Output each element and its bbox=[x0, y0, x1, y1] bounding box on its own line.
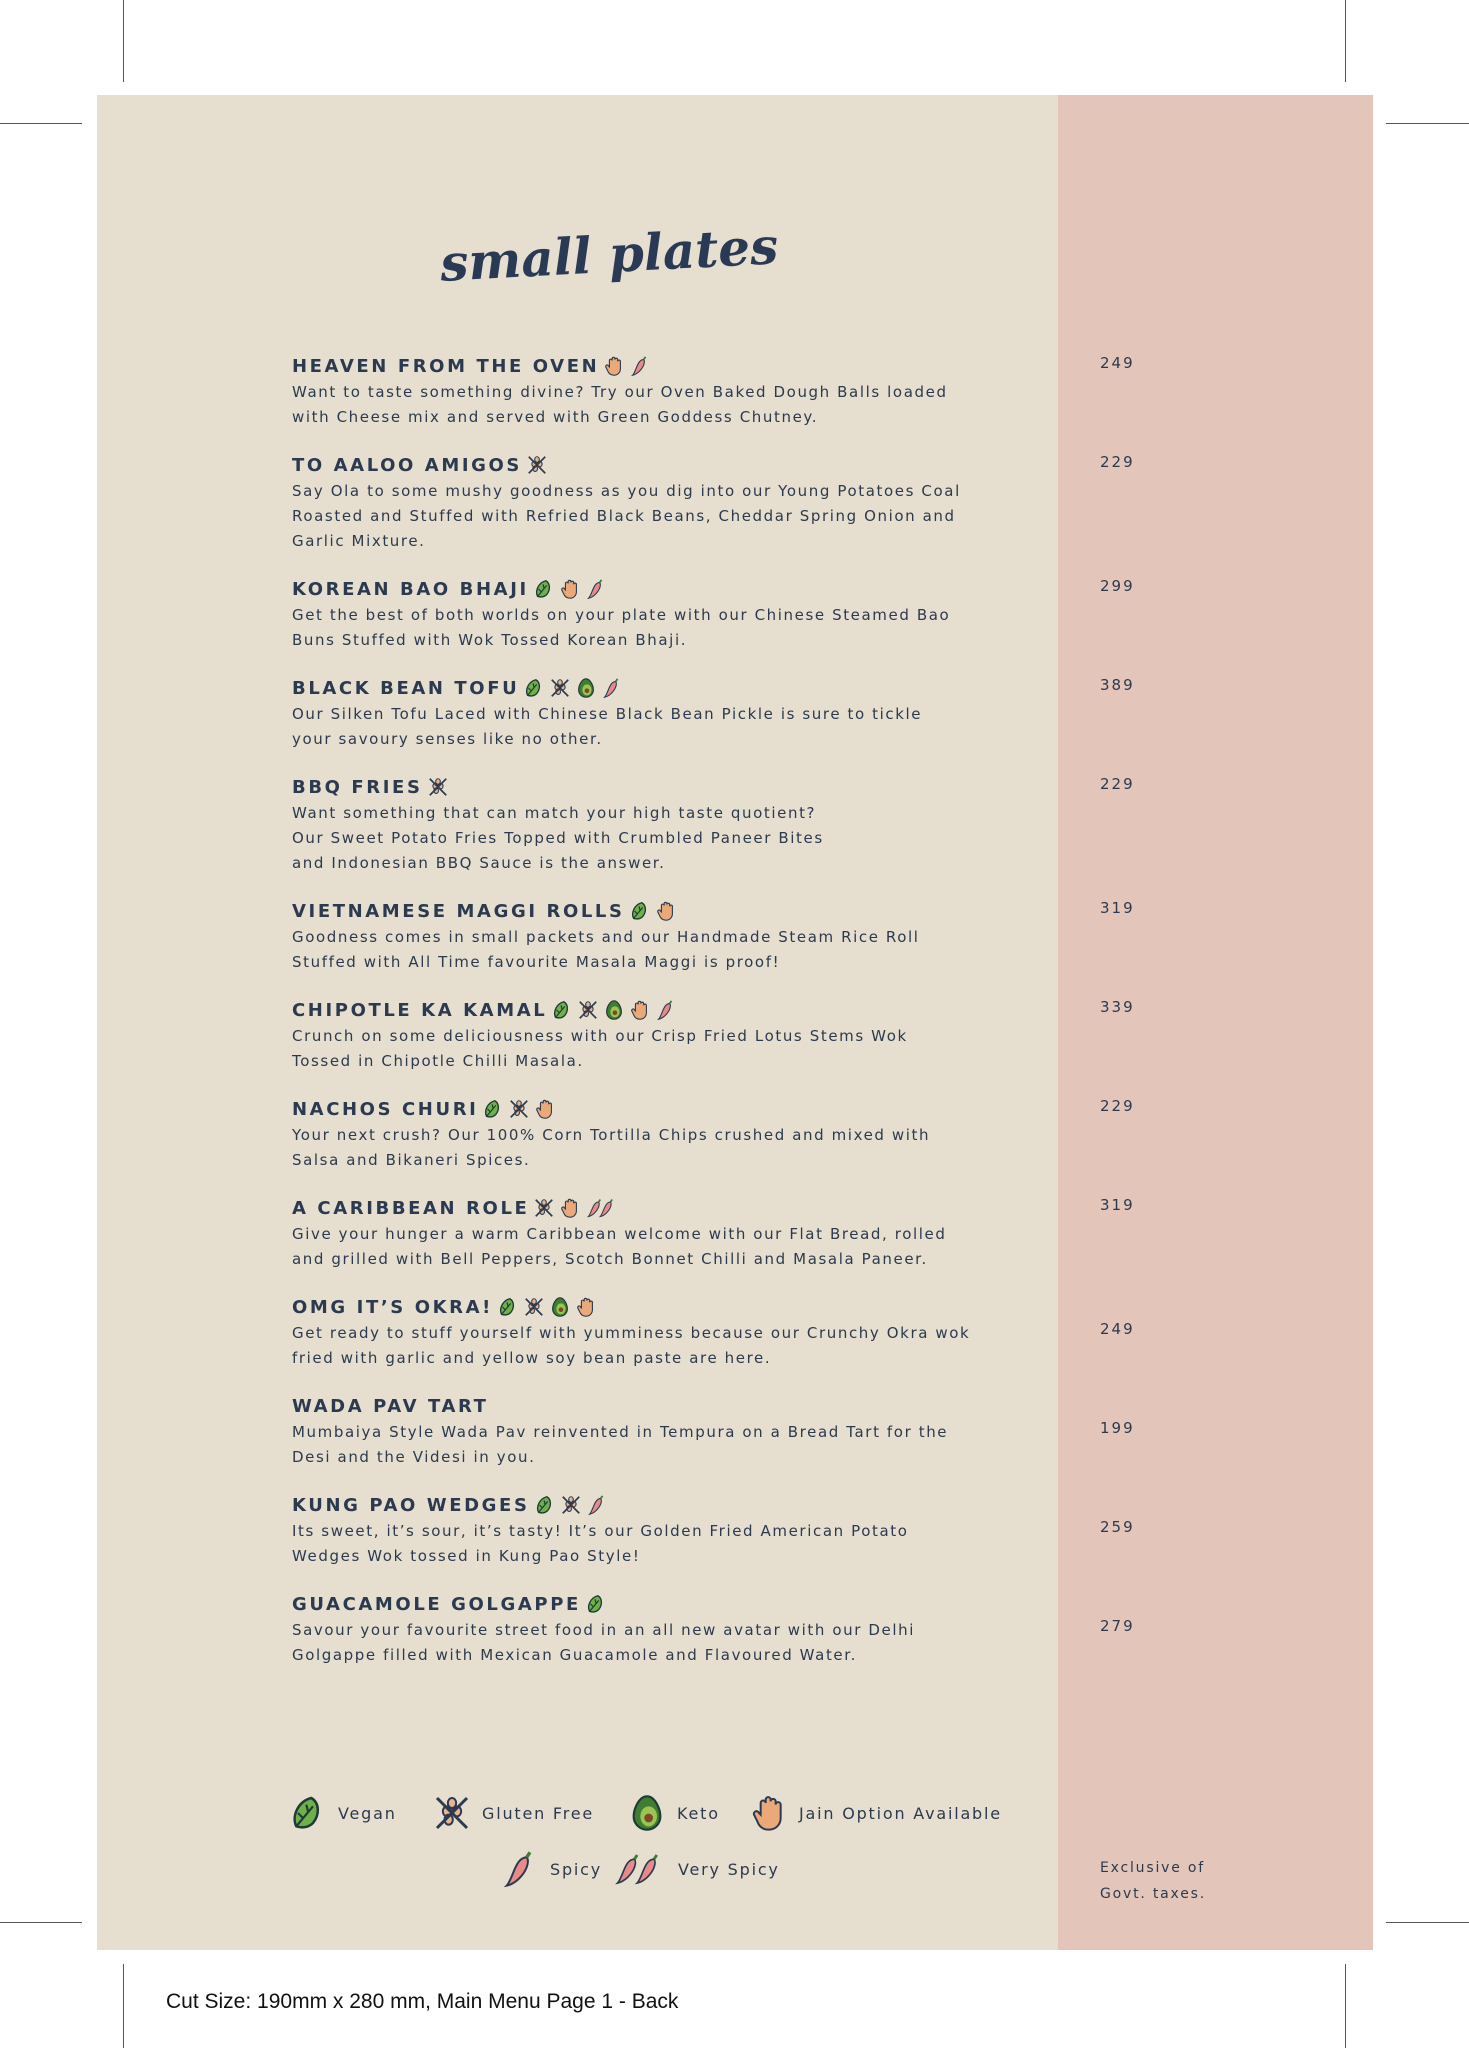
crop-mark bbox=[1345, 0, 1346, 82]
item-name-text: WADA PAV TART bbox=[292, 1395, 489, 1417]
keto-icon bbox=[603, 999, 625, 1021]
item-price: 229 bbox=[1100, 1097, 1135, 1115]
section-title: small plates bbox=[438, 216, 780, 293]
item-name-text: KOREAN BAO BHAJI bbox=[292, 578, 529, 600]
crop-mark bbox=[0, 123, 82, 124]
cut-size-caption: Cut Size: 190mm x 280 mm, Main Menu Page 1 - Back bbox=[166, 1990, 679, 2013]
keto-icon bbox=[549, 1296, 571, 1318]
jain-icon bbox=[749, 1793, 789, 1833]
item-name bbox=[292, 576, 1012, 602]
item-name bbox=[292, 898, 1012, 924]
legend-gluten-free bbox=[432, 1793, 594, 1833]
item-name bbox=[292, 452, 1012, 478]
item-name bbox=[292, 1096, 1012, 1122]
item-description: Give your hunger a warm Caribbean welcome with our Flat Bread, rolled and grilled with Bell Peppers, Scotch Bonnet Chilli and Masala Paneer. bbox=[292, 1225, 947, 1268]
item-description: Its sweet, it’s sour, it’s tasty! It’s our Golden Fried American Potato Wedges Wok tossed in Kung Pao Style! bbox=[292, 1522, 909, 1565]
gluten-free-icon bbox=[577, 999, 599, 1021]
vegan-icon bbox=[497, 1296, 519, 1318]
item-name bbox=[292, 1492, 1012, 1518]
item-name bbox=[292, 1393, 1012, 1419]
item-price: 339 bbox=[1100, 998, 1135, 1016]
item-description: Your next crush? Our 100% Corn Tortilla Chips crushed and mixed with Salsa and Bikaneri Spices. bbox=[292, 1126, 931, 1169]
tax-note-line2: Govt. taxes. bbox=[1100, 1886, 1206, 1902]
jain-icon bbox=[559, 1197, 581, 1219]
gluten-free-icon bbox=[523, 1296, 545, 1318]
spicy-icon bbox=[585, 578, 607, 600]
gluten-free-icon bbox=[432, 1793, 472, 1833]
item-description: Get ready to stuff yourself with yumminess because our Crunchy Okra wok fried with garlic and yellow soy bean paste are here. bbox=[292, 1324, 971, 1367]
very-spicy-icon bbox=[585, 1197, 619, 1219]
item-name-text: GUACAMOLE GOLGAPPE bbox=[292, 1593, 581, 1615]
gluten-free-icon bbox=[549, 677, 571, 699]
menu-item bbox=[292, 353, 1012, 430]
menu-item bbox=[292, 1591, 1012, 1668]
menu-item bbox=[292, 1492, 1012, 1569]
very-spicy-icon bbox=[612, 1849, 668, 1889]
price-column bbox=[1058, 95, 1373, 1950]
item-name-text: NACHOS CHURI bbox=[292, 1098, 479, 1120]
menu-item bbox=[292, 774, 1012, 876]
spicy-icon bbox=[655, 999, 677, 1021]
item-price: 259 bbox=[1100, 1518, 1135, 1536]
spicy-icon bbox=[601, 677, 623, 699]
legend-jain bbox=[749, 1793, 1002, 1833]
item-price: 319 bbox=[1100, 1196, 1135, 1214]
item-description: Goodness comes in small packets and our Handmade Steam Rice Roll Stuffed with All Time favourite Masala Maggi is proof! bbox=[292, 928, 920, 971]
jain-icon bbox=[603, 355, 625, 377]
item-price: 279 bbox=[1100, 1617, 1135, 1635]
crop-mark bbox=[1386, 123, 1469, 124]
legend-spicy bbox=[500, 1849, 602, 1889]
crop-mark bbox=[1345, 1964, 1346, 2048]
spicy-icon bbox=[629, 355, 651, 377]
jain-icon bbox=[575, 1296, 597, 1318]
item-price: 319 bbox=[1100, 899, 1135, 917]
item-description: Get the best of both worlds on your plate with our Chinese Steamed Bao Buns Stuffed with Wok Tossed Korean Bhaji. bbox=[292, 606, 951, 649]
item-name-text: BLACK BEAN TOFU bbox=[292, 677, 520, 699]
vegan-icon bbox=[629, 900, 651, 922]
legend-label: Keto bbox=[677, 1803, 720, 1823]
gluten-free-icon bbox=[526, 454, 548, 476]
item-name bbox=[292, 774, 1012, 800]
item-price: 299 bbox=[1100, 577, 1135, 595]
item-description: Say Ola to some mushy goodness as you dig into our Young Potatoes Coal Roasted and Stuffed with Refried Black Beans, Cheddar Spring Onion and Garlic Mixture. bbox=[292, 482, 961, 550]
menu-item bbox=[292, 898, 1012, 975]
item-price: 199 bbox=[1100, 1419, 1135, 1437]
item-name bbox=[292, 1294, 1012, 1320]
vegan-icon bbox=[551, 999, 573, 1021]
item-price: 249 bbox=[1100, 1320, 1135, 1338]
jain-icon bbox=[534, 1098, 556, 1120]
item-price: 249 bbox=[1100, 354, 1135, 372]
tax-note-line1: Exclusive of bbox=[1100, 1860, 1205, 1876]
item-name-text: KUNG PAO WEDGES bbox=[292, 1494, 530, 1516]
spicy-icon bbox=[586, 1494, 608, 1516]
item-name-text: A CARIBBEAN ROLE bbox=[292, 1197, 530, 1219]
item-name-text: TO AALOO AMIGOS bbox=[292, 454, 522, 476]
vegan-icon bbox=[585, 1593, 607, 1615]
item-price: 389 bbox=[1100, 676, 1135, 694]
item-description: Want to taste something divine? Try our Oven Baked Dough Balls loaded with Cheese mix and served with Green Goddess Chutney. bbox=[292, 383, 948, 426]
menu-item bbox=[292, 452, 1012, 554]
crop-mark bbox=[0, 1922, 82, 1923]
legend-label: Spicy bbox=[550, 1859, 603, 1879]
legend-keto bbox=[627, 1793, 720, 1833]
crop-mark bbox=[123, 0, 124, 82]
vegan-icon bbox=[534, 1494, 556, 1516]
crop-mark bbox=[123, 1964, 124, 2048]
item-name-text: VIETNAMESE MAGGI ROLLS bbox=[292, 900, 625, 922]
menu-item bbox=[292, 1096, 1012, 1173]
item-name bbox=[292, 1195, 1012, 1221]
jain-icon bbox=[655, 900, 677, 922]
menu-item bbox=[292, 997, 1012, 1074]
item-description: Want something that can match your high taste quotient? Our Sweet Potato Fries Topped with Crumbled Paneer Bites and Indonesian BBQ Sauce is the answer. bbox=[292, 804, 824, 872]
gluten-free-icon bbox=[427, 776, 449, 798]
legend-label: Vegan bbox=[338, 1803, 397, 1823]
gluten-free-icon bbox=[508, 1098, 530, 1120]
legend-vegan bbox=[288, 1793, 397, 1833]
menu-item bbox=[292, 1294, 1012, 1371]
item-name bbox=[292, 997, 1012, 1023]
keto-icon bbox=[575, 677, 597, 699]
item-description: Savour your favourite street food in an all new avatar with our Delhi Golgappe filled with Mexican Guacamole and Flavoured Water. bbox=[292, 1621, 915, 1664]
legend-label: Jain Option Available bbox=[799, 1803, 1002, 1823]
gluten-free-icon bbox=[533, 1197, 555, 1219]
crop-mark bbox=[1386, 1922, 1469, 1923]
item-name bbox=[292, 353, 1012, 379]
item-name bbox=[292, 675, 1012, 701]
menu-item bbox=[292, 1195, 1012, 1272]
jain-icon bbox=[629, 999, 651, 1021]
item-description: Mumbaiya Style Wada Pav reinvented in Tempura on a Bread Tart for the Desi and the Videsi in you. bbox=[292, 1423, 949, 1466]
item-price: 229 bbox=[1100, 775, 1135, 793]
vegan-icon bbox=[533, 578, 555, 600]
legend-label: Gluten Free bbox=[482, 1803, 595, 1823]
vegan-icon bbox=[288, 1793, 328, 1833]
vegan-icon bbox=[482, 1098, 504, 1120]
menu-item bbox=[292, 576, 1012, 653]
item-name-text: CHIPOTLE KA KAMAL bbox=[292, 999, 548, 1021]
jain-icon bbox=[559, 578, 581, 600]
vegan-icon bbox=[523, 677, 545, 699]
item-name-text: HEAVEN FROM THE OVEN bbox=[292, 355, 600, 377]
item-description: Our Silken Tofu Laced with Chinese Black Bean Pickle is sure to tickle your savoury senses like no other. bbox=[292, 705, 923, 748]
menu-item bbox=[292, 1393, 1012, 1470]
item-name-text: OMG IT’S OKRA! bbox=[292, 1296, 493, 1318]
keto-icon bbox=[627, 1793, 667, 1833]
item-name bbox=[292, 1591, 1012, 1617]
item-name-text: BBQ FRIES bbox=[292, 776, 423, 798]
item-description: Crunch on some deliciousness with our Crisp Fried Lotus Stems Wok Tossed in Chipotle Chilli Masala. bbox=[292, 1027, 908, 1070]
item-price: 229 bbox=[1100, 453, 1135, 471]
legend-very-spicy bbox=[612, 1849, 780, 1889]
legend-label: Very Spicy bbox=[678, 1859, 780, 1879]
spicy-icon bbox=[500, 1849, 540, 1889]
menu-item bbox=[292, 675, 1012, 752]
gluten-free-icon bbox=[560, 1494, 582, 1516]
